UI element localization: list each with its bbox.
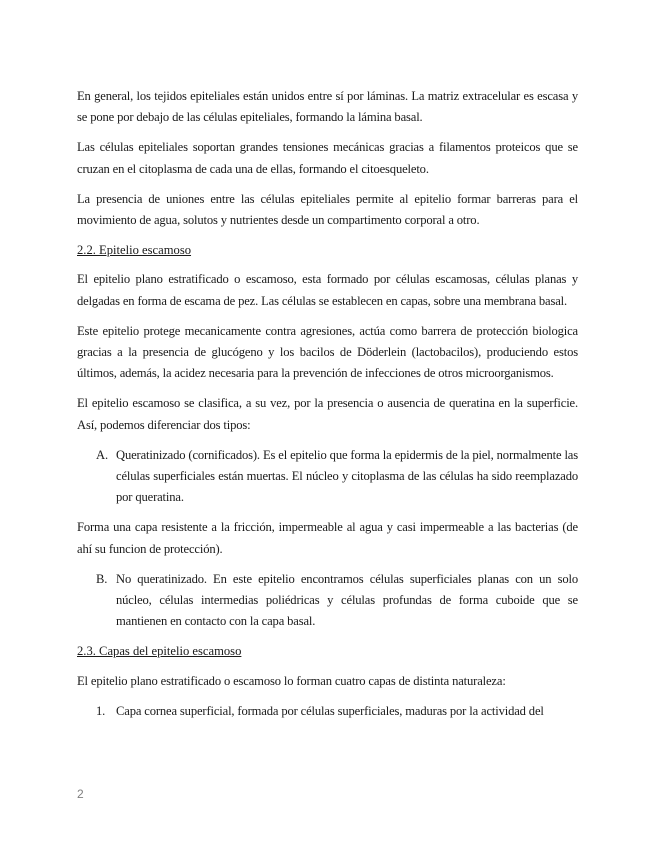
section-heading-capas: 2.3. Capas del epitelio escamoso: [77, 644, 242, 659]
list-item-no-queratinizado: [77, 569, 578, 633]
paragraph-classification: El epitelio escamoso se clasifica, a su vez, por la presencia o ausencia de queratina en la superficie. Así, podemos diferenciar dos tipos:: [77, 396, 578, 432]
paragraph-friction-layer: Forma una capa resistente a la fricción, impermeable al agua y casi impermeable a las bacterias (de ahí su funcion de protección).: [77, 520, 578, 556]
list-item-text: No queratinizado. En este epitelio encontramos células superficiales planas con un solo núcleo, células intermedias poliédricas y células profundas de forma cuboide que se mantienen en contacto con la capa basal.: [116, 571, 578, 629]
paragraph-barriers: La presencia de uniones entre las células epiteliales permite al epitelio formar barreras para el movimiento de agua, solutos y nutrientes desde un compartimento corporal a otro.: [77, 191, 578, 228]
paragraph-protection: Este epitelio protege mecanicamente contra agresiones, actúa como barrera de protección biologica gracias a la presencia de glucógeno y los bacilos de Döderlein (lactobacilos), produciendo estos últimos, además, la acidez necesaria para la prevención de infecciones de otros microorganismos.: [77, 323, 578, 381]
paragraph-squamous-definition: El epitelio plano estratificado o escamoso, esta formado por células escamosas, células planas y delgadas en forma de escama de pez. Las células se establecen en capas, sobre una membrana basal.: [77, 272, 578, 308]
paragraph-epithelial-union: En general, los tejidos epiteliales están unidos entre sí por láminas. La matriz extracelular es escasa y se pone por debajo de las células epiteliales, formando la lámina basal.: [77, 89, 578, 125]
list-item-queratinizado: [77, 445, 578, 509]
paragraph-cytoskeleton: Las células epiteliales soportan grandes tensiones mecánicas gracias a filamentos proteicos que se cruzan en el citoplasma de cada una de ellas, formando el citoesqueleto.: [77, 140, 578, 176]
list-item-text: Queratinizado (cornificados). Es el epitelio que forma la epidermis de la piel, normalmente las células superficiales están muertas. El núcleo y citoplasma de las células ha sido reemplazado por queratina.: [116, 447, 578, 505]
list-item-text: Capa cornea superficial, formada por células superficiales, maduras por la actividad del: [116, 703, 544, 718]
section-heading-epitelio-escamoso: 2.2. Epitelio escamoso: [77, 243, 192, 258]
paragraph-four-layers: El epitelio plano estratificado o escamoso lo forman cuatro capas de distinta naturaleza:: [77, 673, 506, 688]
list-marker: 1.: [96, 703, 106, 718]
list-marker: A.: [96, 447, 108, 462]
page-content: [77, 86, 578, 731]
list-marker: B.: [96, 571, 108, 586]
page-number: 2: [77, 787, 84, 801]
list-item-capa-cornea: [77, 701, 578, 722]
